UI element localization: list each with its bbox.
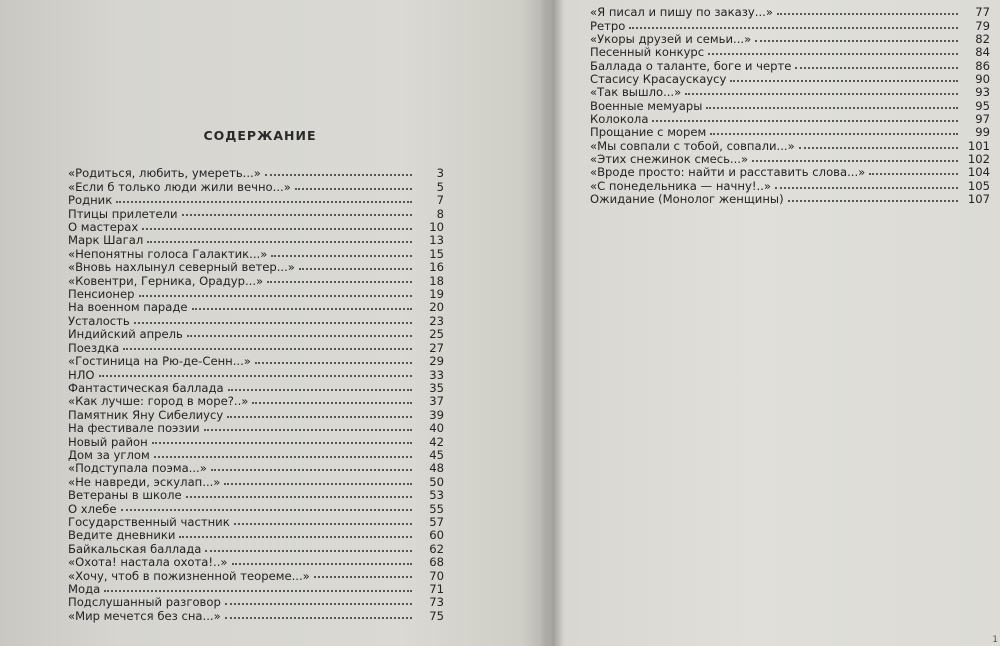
toc-entry-page-number: 105 (967, 178, 990, 193)
dot-leader (252, 402, 412, 404)
toc-entry-page-number: 33 (429, 367, 444, 382)
toc-entry-title: «Подступала поэма...» (68, 461, 207, 476)
dot-leader (204, 429, 412, 431)
toc-entry-page-number: 57 (429, 514, 444, 529)
toc-entry-page-number: 82 (975, 32, 990, 47)
toc-entry-page-number: 37 (429, 394, 444, 409)
dot-leader (147, 241, 412, 243)
toc-entry (68, 180, 444, 193)
toc-entry-page-number: 102 (967, 152, 990, 167)
toc-entry-page-number: 39 (429, 407, 444, 422)
toc-entry-title: «Этих снежинок смесь...» (590, 152, 749, 167)
toc-entry (590, 139, 990, 152)
toc-entry (68, 475, 444, 488)
toc-entry-title: Ветераны в школе (68, 488, 182, 503)
toc-entry-title: «Если б только люди жили вечно...» (68, 179, 291, 194)
toc-entry-title: Байкальская баллада (68, 541, 202, 556)
toc-entry (590, 19, 990, 32)
toc-entry-page-number: 107 (967, 192, 990, 207)
toc-entry-title: «Как лучше: город в море?..» (68, 394, 249, 409)
toc-entry (68, 422, 444, 435)
toc-entry (68, 301, 444, 314)
toc-entry-page-number: 99 (975, 125, 990, 140)
dot-leader (265, 174, 412, 176)
dot-leader (179, 536, 412, 538)
toc-entry (68, 408, 444, 421)
toc-entry-title: «Гостиница на Рю-де-Сенн...» (68, 354, 251, 369)
toc-entry (590, 46, 990, 59)
toc-entry-page-number: 55 (429, 501, 444, 516)
toc-entry-page-number: 77 (975, 5, 990, 20)
toc-entry-page-number: 3 (436, 166, 444, 181)
toc-entry (68, 167, 444, 180)
toc-entry-page-number: 84 (975, 45, 990, 60)
dot-leader (227, 416, 412, 418)
toc-entry (68, 314, 444, 327)
dot-leader (211, 469, 412, 471)
toc-entry (68, 395, 444, 408)
toc-entry-title: О мастерах (68, 220, 139, 235)
toc-entry-page-number: 93 (975, 85, 990, 100)
toc-entry (590, 153, 990, 166)
toc-entry (68, 462, 444, 475)
dot-leader (788, 200, 958, 202)
dot-leader (255, 362, 412, 364)
toc-entry (68, 261, 444, 274)
page-corner-mark: 1 (992, 635, 998, 645)
toc-entry-page-number: 40 (429, 421, 444, 436)
toc-entry-page-number: 16 (429, 260, 444, 275)
toc-entry (590, 59, 990, 72)
toc-entry-title: Пенсионер (68, 287, 135, 302)
dot-leader (104, 590, 412, 592)
toc-entry-title: Усталость (68, 313, 130, 328)
dot-leader (267, 281, 412, 283)
toc-entry-title: «Охота! настала охота!..» (68, 555, 228, 570)
toc-entry (68, 355, 444, 368)
toc-entry-page-number: 60 (429, 528, 444, 543)
toc-entry-title: На военном параде (68, 300, 188, 315)
toc-entry-page-number: 73 (429, 595, 444, 610)
toc-entry-title: Колокола (590, 112, 649, 127)
toc-entry (68, 234, 444, 247)
toc-entry-page-number: 97 (975, 112, 990, 127)
toc-entry-page-number: 27 (429, 340, 444, 355)
toc-entry-title: «С понедельника — начну!..» (590, 178, 771, 193)
dot-leader (154, 456, 412, 458)
toc-entry (590, 179, 990, 192)
toc-entry-page-number: 90 (975, 72, 990, 87)
toc-entry-title: Дом за углом (68, 447, 150, 462)
toc-entry-title: Государственный частник (68, 514, 230, 529)
toc-entry (68, 207, 444, 220)
toc-entry (68, 382, 444, 395)
toc-entry-page-number: 42 (429, 434, 444, 449)
dot-leader (652, 120, 958, 122)
toc-entry-page-number: 18 (429, 273, 444, 288)
contents-heading: СОДЕРЖАНИЕ (203, 128, 317, 143)
toc-entry-page-number: 8 (436, 206, 444, 221)
toc-entry-title: Военные мемуары (590, 98, 703, 113)
dot-leader (685, 93, 958, 95)
dot-leader (187, 335, 412, 337)
left-toc-list (68, 167, 444, 623)
toc-entry-page-number: 7 (436, 193, 444, 208)
toc-entry-page-number: 104 (967, 165, 990, 180)
dot-leader (777, 13, 958, 15)
toc-entry-title: Ведите дневники (68, 528, 176, 543)
dot-leader (234, 523, 412, 525)
toc-entry (68, 288, 444, 301)
toc-entry (68, 274, 444, 287)
toc-entry-page-number: 10 (429, 220, 444, 235)
toc-entry-title: «Мы совпали с тобой, совпали...» (590, 138, 795, 153)
dot-leader (755, 40, 958, 42)
dot-leader (295, 188, 412, 190)
toc-entry-title: О хлебе (68, 501, 117, 516)
dot-leader (225, 603, 412, 605)
toc-entry-page-number: 5 (436, 179, 444, 194)
toc-entry-title: НЛО (68, 367, 95, 382)
dot-leader (182, 214, 412, 216)
dot-leader (116, 201, 412, 203)
toc-entry-page-number: 23 (429, 313, 444, 328)
toc-entry-title: Новый район (68, 434, 148, 449)
toc-entry-page-number: 19 (429, 287, 444, 302)
dot-leader (228, 389, 412, 391)
toc-entry (590, 6, 990, 19)
dot-leader (139, 295, 412, 297)
right-toc-list (590, 6, 990, 206)
toc-entry (68, 328, 444, 341)
toc-entry-page-number: 13 (429, 233, 444, 248)
toc-entry-title: Прощание с морем (590, 125, 707, 140)
dot-leader (752, 160, 958, 162)
toc-entry-title: «Вроде просто: найти и расставить слова...» (590, 165, 866, 180)
toc-entry-page-number: 29 (429, 354, 444, 369)
toc-entry-title: «Я писал и пишу по заказу...» (590, 5, 773, 20)
toc-entry (68, 449, 444, 462)
toc-entry-title: «Родиться, любить, умереть...» (68, 166, 261, 181)
toc-entry (590, 113, 990, 126)
toc-entry-title: Поездка (68, 340, 120, 355)
toc-entry-page-number: 15 (429, 246, 444, 261)
toc-entry-title: «Не навреди, эскулап...» (68, 474, 221, 489)
toc-entry (68, 542, 444, 555)
toc-entry-title: Баллада о таланте, боге и черте (590, 58, 792, 73)
toc-entry-page-number: 25 (429, 327, 444, 342)
toc-entry-page-number: 71 (429, 582, 444, 596)
toc-entry-page-number: 95 (975, 98, 990, 113)
toc-entry (590, 73, 990, 86)
toc-entry (68, 435, 444, 448)
dot-leader (99, 375, 412, 377)
dot-leader (299, 268, 412, 270)
dot-leader (730, 80, 958, 82)
dot-leader (795, 67, 958, 69)
dot-leader (192, 308, 412, 310)
toc-entry (590, 33, 990, 46)
toc-entry-title: Индийский апрель (68, 327, 183, 342)
dot-leader (134, 322, 412, 324)
toc-entry (590, 166, 990, 179)
right-page (560, 0, 1000, 646)
toc-entry-title: Мода (68, 582, 101, 596)
toc-entry (68, 489, 444, 502)
dot-leader (710, 133, 958, 135)
dot-leader (225, 617, 412, 619)
toc-entry (68, 247, 444, 260)
dot-leader (121, 509, 413, 511)
toc-entry (68, 569, 444, 582)
toc-entry (68, 583, 444, 596)
toc-entry-page-number: 86 (975, 58, 990, 73)
toc-entry (590, 193, 990, 206)
dot-leader (152, 442, 412, 444)
toc-entry-title: «Мир мечется без сна...» (68, 608, 221, 623)
toc-entry-title: Птицы прилетели (68, 206, 178, 221)
toc-entry (590, 86, 990, 99)
toc-entry-page-number: 45 (429, 447, 444, 462)
toc-entry-title: Фантастическая баллада (68, 380, 224, 395)
toc-entry-title: Марк Шагал (68, 233, 144, 248)
toc-entry-page-number: 53 (429, 488, 444, 503)
toc-entry-title: Ретро (590, 18, 626, 33)
toc-entry (68, 596, 444, 609)
toc-entry-title: «Вновь нахлынул северный ветер...» (68, 260, 295, 275)
dot-leader (205, 550, 412, 552)
toc-entry-title: Ожидание (Монолог женщины) (590, 192, 784, 207)
toc-entry (68, 341, 444, 354)
toc-entry-title: На фестивале поэзии (68, 421, 200, 436)
toc-entry-title: Родник (68, 193, 113, 208)
toc-entry-title: Подслушанный разговор (68, 595, 221, 610)
dot-leader (775, 187, 958, 189)
toc-entry-page-number: 75 (429, 608, 444, 623)
toc-entry-page-number: 79 (975, 18, 990, 33)
toc-entry-title: Стасису Красаускаусу (590, 72, 727, 87)
toc-entry-page-number: 70 (429, 568, 444, 583)
toc-entry-title: «Хочу, чтоб в пожизненной теореме...» (68, 568, 310, 583)
toc-entry (590, 99, 990, 112)
toc-entry (590, 126, 990, 139)
dot-leader (799, 147, 958, 149)
toc-entry-page-number: 62 (429, 541, 444, 556)
toc-entry-title: «Укоры друзей и семьи...» (590, 32, 752, 47)
toc-entry-title: «Непонятны голоса Галактик...» (68, 246, 268, 261)
dot-leader (869, 173, 958, 175)
toc-entry-page-number: 50 (429, 474, 444, 489)
toc-entry-page-number: 48 (429, 461, 444, 476)
dot-leader (186, 496, 412, 498)
toc-entry-page-number: 101 (967, 138, 990, 153)
dot-leader (271, 255, 412, 257)
toc-entry (68, 194, 444, 207)
toc-entry (68, 609, 444, 622)
dot-leader (232, 563, 413, 565)
toc-entry (68, 556, 444, 569)
toc-entry-title: Песенный конкурс (590, 45, 705, 60)
toc-entry-title: Памятник Яну Сибелиусу (68, 407, 224, 422)
toc-entry-title: «Так вышло...» (590, 85, 682, 100)
dot-leader (123, 348, 412, 350)
toc-entry-page-number: 20 (429, 300, 444, 315)
toc-entry (68, 221, 444, 234)
dot-leader (314, 576, 412, 578)
toc-entry (68, 529, 444, 542)
toc-entry-page-number: 68 (429, 555, 444, 570)
dot-leader (708, 53, 958, 55)
dot-leader (224, 483, 412, 485)
toc-entry (68, 502, 444, 515)
dot-leader (706, 107, 958, 109)
dot-leader (142, 228, 412, 230)
toc-entry (68, 368, 444, 381)
toc-entry-title: «Ковентри, Герника, Орадур...» (68, 273, 264, 288)
toc-entry-page-number: 35 (429, 380, 444, 395)
dot-leader (629, 27, 958, 29)
toc-entry (68, 516, 444, 529)
